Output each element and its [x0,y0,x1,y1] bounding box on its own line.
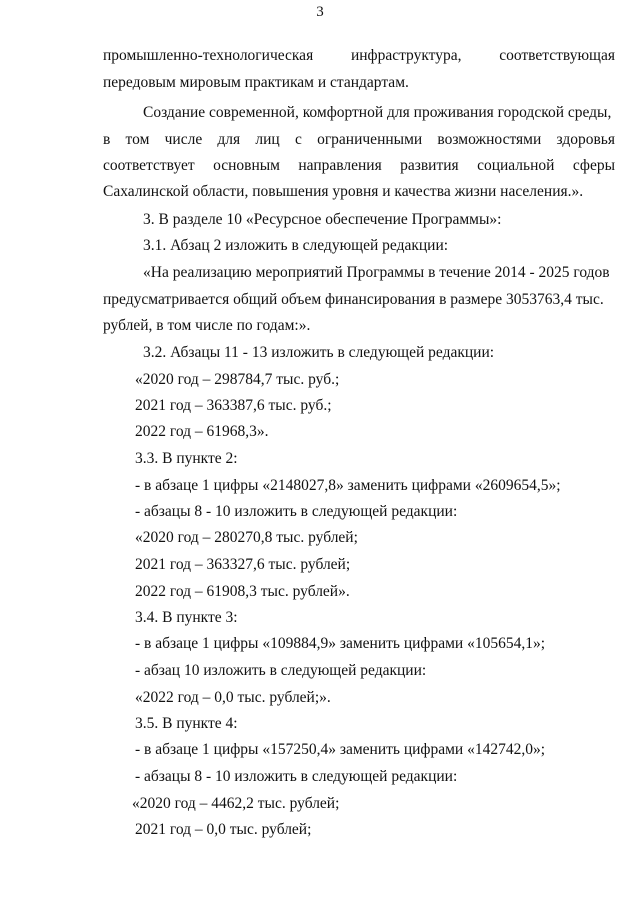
text-line: 2022 год – 61908,3 тыс. рублей». [135,583,350,600]
text-line: передовым мировым практикам и стандартам. [103,74,409,91]
word: развития [400,157,459,174]
word: инфраструктура, [350,47,462,64]
word: в [103,131,111,148]
word: для [217,131,241,148]
text-line: - в абзаце 1 цифры «157250,4» заменить цифрами «142742,0»; [135,741,546,758]
text-line: 3. В разделе 10 «Ресурсное обеспечение Программы»: [143,211,502,228]
text-line [103,46,615,66]
word: с [294,131,302,148]
word: лиц [255,131,280,148]
page-number: 3 [316,4,324,20]
word: ограниченными [317,131,423,148]
word: промышленно-технологическая [103,47,314,64]
text-line: 2021 год – 363327,6 тыс. рублей; [135,556,351,573]
text-line: 2021 год – 363387,6 тыс. руб.; [135,397,332,414]
text-line: 3.4. В пункте 3: [135,609,238,626]
text-line: - в абзаце 1 цифры «109884,9» заменить цифрами «105654,1»; [135,635,546,652]
text-line: «2020 год – 4462,2 тыс. рублей; [132,795,340,812]
text-line: - абзацы 8 - 10 изложить в следующей редакции: [135,503,458,520]
text-line: 3.5. В пункте 4: [135,715,238,732]
word: соответствует [103,157,195,174]
word: социальной [477,157,555,174]
text-line: Сахалинской области, повышения уровня и качества жизни населения.». [103,183,584,200]
text-line: 3.3. В пункте 2: [135,450,238,467]
text-line: - абзац 10 изложить в следующей редакции: [135,662,427,679]
text-line: «2020 год – 298784,7 тыс. руб.; [135,371,340,388]
word: том [125,131,150,148]
text-line: предусматривается общий объем финансирования в размере 3053763,4 тыс. [103,291,604,308]
text-line: 3.2. Абзацы 11 - 13 изложить в следующей редакции: [143,344,495,361]
text-line: «2020 год – 280270,8 тыс. рублей; [135,529,358,546]
text-line: рублей, в том числе по годам:». [103,317,311,334]
word: направления [298,157,382,174]
word: возможностями [437,131,542,148]
text-line [103,156,615,176]
word: числе [164,131,203,148]
text-line: 3.1. Абзац 2 изложить в следующей редакции: [143,237,449,254]
text-line: - абзацы 8 - 10 изложить в следующей редакции: [135,768,458,785]
text-line: 2022 год – 61968,3». [135,423,269,440]
text-line: - в абзаце 1 цифры «2148027,8» заменить цифрами «2609654,5»; [135,477,561,494]
word: основным [213,157,280,174]
word: соответствующая [499,47,615,64]
text-line: «2022 год – 0,0 тыс. рублей;». [135,689,331,706]
text-line: 2021 год – 0,0 тыс. рублей; [135,821,312,838]
word: здоровья [556,131,615,148]
paragraph-first-line: Создание современной, комфортной для проживания городской среды, [143,104,612,121]
paragraph-first-line: «На реализацию мероприятий Программы в течение 2014 - 2025 годов [143,264,610,281]
text-line [103,130,615,150]
word: сферы [572,157,615,174]
